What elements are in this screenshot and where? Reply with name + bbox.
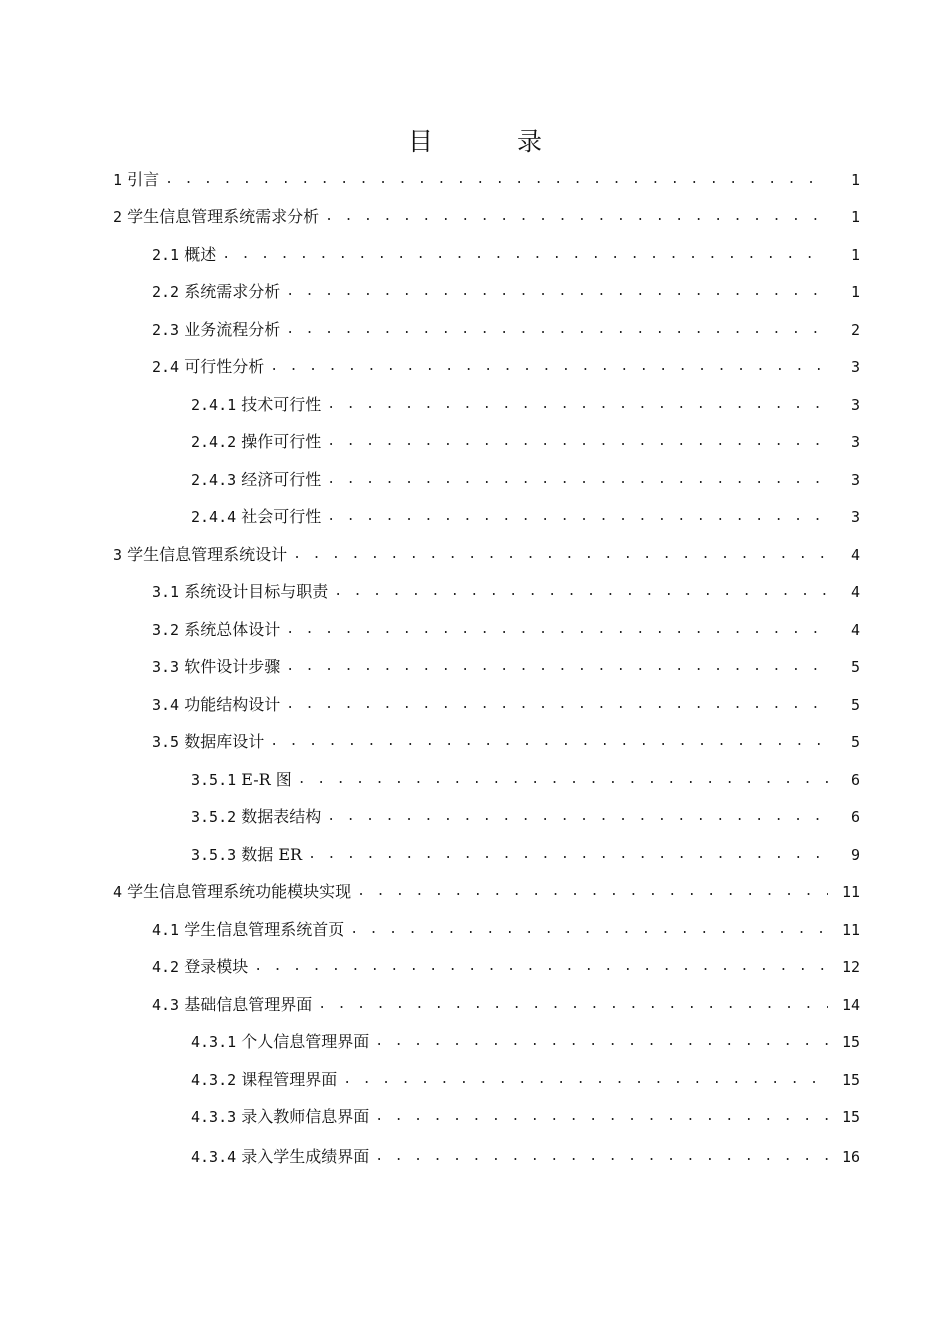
toc-entry-4-3-1[interactable]	[191, 1030, 860, 1054]
entry-number: 3.2	[152, 621, 180, 639]
toc-entry-2-4[interactable]	[152, 355, 860, 379]
toc-entry-3-2[interactable]	[152, 618, 860, 642]
toc-entry-2-3[interactable]	[152, 318, 860, 342]
entry-page: 11	[841, 883, 860, 901]
toc-entry-4-3-2[interactable]	[191, 1068, 860, 1092]
entry-title: 功能结构设计	[184, 695, 281, 714]
entry-number: 3.3	[152, 658, 180, 676]
entry-page: 15	[841, 1071, 860, 1089]
entry-title: 业务流程分析	[184, 320, 281, 339]
toc-entry-2[interactable]	[113, 205, 860, 229]
entry-title: 软件设计步骤	[184, 657, 281, 676]
entry-page: 3	[850, 508, 860, 526]
entry-number: 2.4.4	[191, 508, 237, 526]
dot-leader	[286, 618, 828, 642]
entry-page: 5	[850, 658, 860, 676]
entry-number: 4	[113, 883, 123, 901]
entry-page: 5	[850, 696, 860, 714]
entry-page: 1	[850, 208, 860, 226]
dot-leader	[270, 355, 828, 379]
entry-number: 2.4.3	[191, 471, 237, 489]
toc-title: 目 录	[408, 127, 580, 156]
toc-entry-3-3[interactable]	[152, 655, 860, 679]
dot-leader	[318, 993, 828, 1017]
toc-entry-3-5-2[interactable]	[191, 805, 860, 829]
entry-title: 引言	[127, 170, 160, 189]
dot-leader	[334, 580, 828, 604]
entry-title: 数据库设计	[184, 732, 265, 751]
entry-page: 1	[850, 171, 860, 189]
entry-page: 4	[850, 621, 860, 639]
entry-page: 2	[850, 321, 860, 339]
dot-leader	[375, 1145, 828, 1169]
entry-page: 6	[850, 808, 860, 826]
entry-number: 4.3.3	[191, 1108, 237, 1126]
entry-title: 录入教师信息界面	[241, 1107, 370, 1126]
entry-number: 1	[113, 171, 123, 189]
toc-entry-4-1[interactable]	[152, 918, 860, 942]
entry-number: 2.1	[152, 246, 180, 264]
entry-title: 学生信息管理系统功能模块实现	[127, 882, 352, 901]
entry-number: 3.4	[152, 696, 180, 714]
toc-entry-1[interactable]	[113, 168, 860, 192]
entry-title: 学生信息管理系统首页	[184, 920, 345, 939]
dot-leader	[343, 1068, 828, 1092]
entry-page: 16	[841, 1148, 860, 1166]
entry-page: 5	[850, 733, 860, 751]
entry-title: 基础信息管理界面	[184, 995, 313, 1014]
entry-page: 3	[850, 358, 860, 376]
entry-page: 14	[841, 996, 860, 1014]
dot-leader	[350, 918, 828, 942]
entry-number: 3.5.3	[191, 846, 237, 864]
entry-number: 4.3	[152, 996, 180, 1014]
entry-page: 1	[850, 283, 860, 301]
entry-page: 15	[841, 1033, 860, 1051]
toc-entry-3-5-3[interactable]	[191, 843, 860, 867]
dot-leader	[325, 205, 828, 229]
dot-leader	[327, 393, 828, 417]
dot-leader	[298, 768, 828, 792]
entry-page: 1	[850, 246, 860, 264]
entry-page: 3	[850, 471, 860, 489]
dot-leader	[165, 168, 828, 192]
entry-number: 2.4	[152, 358, 180, 376]
toc-entry-4-2[interactable]	[152, 955, 860, 979]
toc-entry-4-3-4[interactable]	[191, 1145, 860, 1169]
toc-entry-3[interactable]	[113, 543, 860, 567]
dot-leader	[293, 543, 828, 567]
entry-number: 3	[113, 546, 123, 564]
entry-title: 课程管理界面	[241, 1070, 338, 1089]
entry-page: 6	[850, 771, 860, 789]
entry-title: 概述	[184, 245, 217, 264]
entry-page: 4	[850, 583, 860, 601]
dot-leader	[308, 843, 828, 867]
entry-title: 录入学生成绩界面	[241, 1147, 370, 1166]
entry-page: 12	[841, 958, 860, 976]
dot-leader	[270, 730, 828, 754]
toc-entry-2-1[interactable]	[152, 243, 860, 267]
entry-number: 4.2	[152, 958, 180, 976]
entry-title: 登录模块	[184, 957, 249, 976]
dot-leader	[286, 693, 828, 717]
dot-leader	[327, 468, 828, 492]
toc-entry-2-2[interactable]	[152, 280, 860, 304]
entry-title: 数据 ER	[241, 845, 303, 864]
toc-entry-4-3-3[interactable]	[191, 1105, 860, 1129]
entry-number: 4.3.1	[191, 1033, 237, 1051]
entry-title: 社会可行性	[241, 507, 322, 526]
entry-title: 系统设计目标与职责	[184, 582, 329, 601]
entry-title: 技术可行性	[241, 395, 322, 414]
toc-entry-3-5[interactable]	[152, 730, 860, 754]
entry-number: 2.3	[152, 321, 180, 339]
entry-title: E-R 图	[241, 770, 292, 789]
entry-page: 3	[850, 433, 860, 451]
entry-number: 3.1	[152, 583, 180, 601]
entry-title: 学生信息管理系统需求分析	[127, 207, 320, 226]
entry-number: 4.3.2	[191, 1071, 237, 1089]
dot-leader	[327, 505, 828, 529]
entry-page: 3	[850, 396, 860, 414]
entry-number: 3.5.2	[191, 808, 237, 826]
toc-entry-2-4-4[interactable]	[191, 505, 860, 529]
entry-number: 3.5	[152, 733, 180, 751]
toc-entry-2-4-3[interactable]	[191, 468, 860, 492]
entry-title: 学生信息管理系统设计	[127, 545, 288, 564]
entry-page: 4	[850, 546, 860, 564]
entry-page: 9	[850, 846, 860, 864]
dot-leader	[286, 318, 828, 342]
dot-leader	[375, 1030, 828, 1054]
entry-title: 数据表结构	[241, 807, 322, 826]
toc-entry-2-4-2[interactable]	[191, 430, 860, 454]
dot-leader	[327, 805, 828, 829]
dot-leader	[327, 430, 828, 454]
dot-leader	[286, 655, 828, 679]
entry-title: 个人信息管理界面	[241, 1032, 370, 1051]
dot-leader	[222, 243, 828, 267]
entry-number: 2.4.1	[191, 396, 237, 414]
entry-number: 2.2	[152, 283, 180, 301]
dot-leader	[254, 955, 828, 979]
entry-title: 系统需求分析	[184, 282, 281, 301]
entry-title: 经济可行性	[241, 470, 322, 489]
entry-number: 2	[113, 208, 123, 226]
entry-number: 4.3.4	[191, 1148, 237, 1166]
entry-title: 可行性分析	[184, 357, 265, 376]
entry-number: 3.5.1	[191, 771, 237, 789]
entry-number: 4.1	[152, 921, 180, 939]
toc-entry-3-1[interactable]	[152, 580, 860, 604]
entry-page: 11	[841, 921, 860, 939]
dot-leader	[286, 280, 828, 304]
dot-leader	[375, 1105, 828, 1129]
toc-entry-3-5-1[interactable]	[191, 768, 860, 792]
toc-entry-2-4-1[interactable]	[191, 393, 860, 417]
entry-page: 15	[841, 1108, 860, 1126]
dot-leader	[357, 880, 828, 904]
entry-number: 2.4.2	[191, 433, 237, 451]
entry-title: 系统总体设计	[184, 620, 281, 639]
toc-entry-3-4[interactable]	[152, 693, 860, 717]
entry-title: 操作可行性	[241, 432, 322, 451]
toc-entry-4[interactable]	[113, 880, 860, 904]
toc-entry-4-3[interactable]	[152, 993, 860, 1017]
